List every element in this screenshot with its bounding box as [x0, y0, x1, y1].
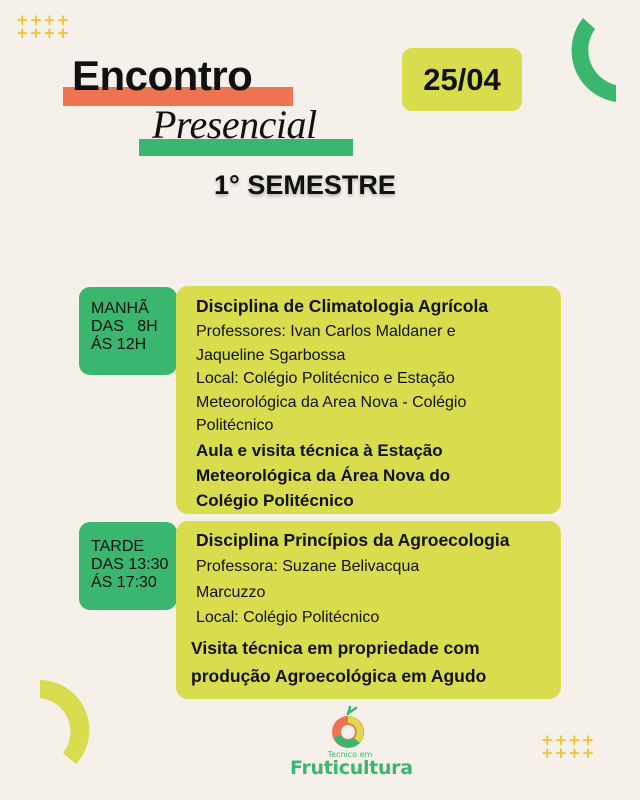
session-detail-line: Jaqueline Sgarbossa — [196, 346, 346, 364]
session-detail-line: Politécnico — [196, 417, 274, 434]
session-highlight-line: Colégio Politécnico — [196, 490, 354, 510]
period-label: MANHÃ — [91, 300, 149, 317]
logo-small-text: Tecnico em — [327, 750, 373, 759]
afternoon-session-card — [176, 521, 561, 699]
title-encontro: Encontro — [72, 52, 253, 99]
date-text: 25/04 — [423, 61, 501, 97]
time-from: DAS 8H — [91, 318, 158, 335]
session-highlight-line: Visita técnica em propriedade com — [191, 637, 480, 658]
session-detail-line: Marcuzzo — [196, 583, 266, 601]
semester-heading: 1° SEMESTRE — [214, 170, 396, 200]
time-to: ÁS 17:30 — [91, 574, 157, 591]
afternoon-time-box — [79, 522, 177, 610]
session-highlight-line: Meteorológica da Área Nova do — [196, 465, 451, 485]
plus-pattern-decoration: ++++ ++++ — [541, 731, 596, 762]
lime-arc-shape — [40, 680, 89, 764]
fruit-icon — [290, 704, 410, 754]
time-to: ÁS 12H — [91, 336, 147, 353]
morning-time-box — [79, 287, 177, 375]
green-arc-shape — [572, 18, 616, 102]
session-detail-line: Professora: Suzane Belivacqua — [196, 558, 420, 575]
lime-arc-decoration — [36, 674, 96, 770]
title-presencial: Presencial — [152, 102, 317, 147]
date-badge — [402, 48, 522, 111]
time-from: DAS 13:30 — [91, 556, 169, 573]
session-detail-line: Professores: Ivan Carlos Maldaner e — [196, 323, 456, 340]
logo-big-text: Fruticultura — [290, 757, 413, 779]
plus-pattern-decoration: ++++ ++++ — [16, 11, 71, 42]
morning-session-card — [176, 286, 561, 514]
session-highlight-line: produção Agroecológica em Agudo — [191, 665, 487, 686]
green-arc-decoration — [556, 14, 626, 106]
session-highlight-line: Aula e visita técnica à Estação — [196, 440, 443, 460]
period-label: TARDE — [91, 538, 145, 555]
session-detail-line: Meteorológica da Area Nova - Colégio — [196, 393, 467, 411]
session-detail-line: Local: Colégio Politécnico — [196, 609, 380, 626]
fruticultura-logo — [290, 704, 413, 784]
session-detail-line: Local: Colégio Politécnico e Estação — [196, 370, 455, 387]
discipline-title: Disciplina Princípios da Agroecologia — [196, 530, 510, 550]
discipline-title: Disciplina de Climatologia Agrícola — [196, 296, 489, 316]
